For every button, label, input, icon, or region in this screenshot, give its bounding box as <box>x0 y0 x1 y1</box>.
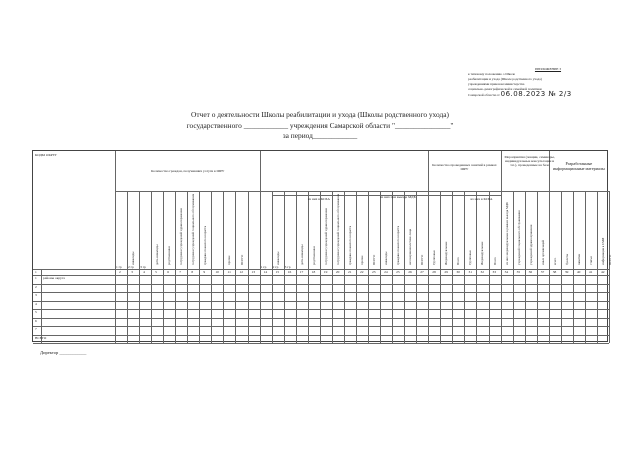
grid-line <box>33 275 609 276</box>
grid-line <box>296 191 297 343</box>
column-label: Групповые <box>468 250 473 265</box>
grid-line <box>199 191 200 343</box>
column-number: 38 <box>552 270 557 274</box>
handwritten-date: 06.08.2023 № 2/3 <box>500 90 572 98</box>
column-label: буклеты <box>564 253 569 265</box>
column-number: 34 <box>504 270 509 274</box>
column-label: родственники <box>167 246 172 265</box>
grid-line <box>416 191 417 343</box>
column-label: учреждений здравоохранения <box>528 224 533 265</box>
grid-line <box>211 191 212 343</box>
grid-line <box>320 191 321 343</box>
row-number: 6 <box>35 318 37 323</box>
column-number: 26 <box>408 270 412 274</box>
appendix-block <box>468 67 628 98</box>
column-number: 20 <box>335 270 340 274</box>
column-number: 32 <box>480 270 484 274</box>
sub-label: 3 гр <box>140 265 146 269</box>
column-number: 40 <box>576 270 581 274</box>
column-number: 9 <box>203 270 206 274</box>
column-number: 3 <box>131 270 133 274</box>
row-label-total: ВСЕГО <box>35 335 47 340</box>
group-header-mdb: из них при выезде МДБ <box>380 195 416 199</box>
column-number: 24 <box>384 270 388 274</box>
grid-line <box>248 191 249 343</box>
grid-line <box>33 284 609 285</box>
appendix-line: социально-демографической и семейной политики <box>468 87 542 91</box>
row-number: 2 <box>35 284 37 289</box>
row-number: 3 <box>35 293 37 297</box>
appendix-line: реабилитации и ухода (Школе родственного ухода) <box>468 77 542 81</box>
column-label: сотрудники учреждений социального обслуживания <box>335 193 340 265</box>
column-number: 16 <box>287 270 292 274</box>
column-label: родственники <box>311 246 316 265</box>
row-number: 1 <box>35 276 37 280</box>
column-number: 8 <box>191 270 194 274</box>
column-number: 1 <box>35 270 37 274</box>
title-line-1: Отчет о деятельности Школы реабилитации и ухода (Школы родственного ухода) <box>191 110 449 119</box>
column-header-codes: КОДЫ ОКРУГ <box>35 153 58 157</box>
column-label: сотрудники учреждений социального обслуживания <box>191 193 196 265</box>
column-number: 28 <box>432 270 436 274</box>
report-title <box>150 110 490 142</box>
sub-label: 3 гр <box>284 265 291 269</box>
column-label: всего <box>552 257 557 265</box>
grid-line <box>41 269 42 343</box>
grid-line <box>33 309 609 310</box>
grid-line <box>33 335 609 336</box>
grid-line <box>489 191 490 343</box>
column-number: 5 <box>155 270 157 274</box>
grid-line <box>151 191 152 343</box>
grid-line <box>380 191 381 343</box>
sub-label: 1 гр <box>116 265 122 269</box>
group-header-events: Мероприятия (лекции, семинары, индивидуальные консультации и т.п.), проведенные на базе <box>504 155 555 167</box>
column-label: ВСЕГО <box>372 254 377 265</box>
column-number: 19 <box>323 270 328 274</box>
grid-line <box>573 191 574 343</box>
grid-line <box>33 343 609 344</box>
column-label: Всего <box>456 257 461 265</box>
column-label: Групповые <box>432 250 437 265</box>
appendix-line: учреждениями приказом министерства <box>468 82 525 86</box>
column-label: статьи <box>588 256 593 265</box>
grid-line <box>561 191 562 343</box>
sub-label: 2 гр <box>128 265 134 269</box>
grid-line <box>428 195 500 196</box>
sub-label: 1 гр <box>260 265 267 269</box>
column-label: дети-инвалиды <box>155 244 160 265</box>
grid-line <box>501 191 502 343</box>
grid-line <box>549 191 550 343</box>
group-header-classes: Количество проведенных занятий в рамках ШРУ <box>432 163 497 171</box>
grid-line <box>368 191 369 343</box>
column-number: 7 <box>179 270 182 274</box>
group-header-main: Количество граждан, получивших услуги в ШРУ <box>151 169 225 173</box>
grid-line <box>235 191 236 343</box>
column-number: 31 <box>468 270 472 274</box>
grid-line <box>537 191 538 343</box>
column-number: 29 <box>444 270 448 274</box>
column-label: Индивидуальные <box>480 241 485 265</box>
grid-line <box>175 191 176 343</box>
grid-line <box>33 301 609 302</box>
report-table <box>32 150 613 342</box>
column-number: 4 <box>143 270 145 274</box>
column-label: информация в СМИ <box>600 237 605 265</box>
grid-line <box>501 151 502 191</box>
column-number: 13 <box>251 270 256 274</box>
column-number: 30 <box>456 270 460 274</box>
grid-line <box>332 191 333 343</box>
column-number: 41 <box>588 270 593 274</box>
grid-line <box>452 191 453 343</box>
director-signature: Директор ____________ <box>40 350 87 355</box>
column-label: инвалиды <box>384 251 389 265</box>
column-label: ВСЕГО <box>420 254 425 265</box>
column-label: Всего <box>492 257 497 265</box>
column-number: 21 <box>347 270 352 274</box>
column-label: несовершеннолетние лица <box>408 229 413 265</box>
column-label: из них индивидуальные в рамках выезда МДБ <box>504 202 509 265</box>
grid-line <box>428 191 429 343</box>
column-label: ВСЕГО <box>608 254 613 265</box>
row-number: 4 <box>35 301 37 306</box>
grid-line <box>308 191 309 343</box>
grid-line <box>33 326 609 327</box>
column-label: учреждений социального обслуживания <box>516 210 521 265</box>
column-number: 18 <box>311 270 316 274</box>
grid-line <box>392 191 393 343</box>
grid-line <box>513 191 514 343</box>
grid-line <box>525 191 526 343</box>
column-number: 12 <box>239 270 243 274</box>
column-label: прочие <box>227 255 232 265</box>
column-label: граждане пожилого возраста <box>347 225 352 265</box>
column-number: 11 <box>227 270 231 274</box>
grid-line <box>428 151 429 191</box>
column-number: 2 <box>119 270 121 274</box>
grid-line <box>585 191 586 343</box>
column-number: 22 <box>360 270 364 274</box>
title-line-2: государственного ____________ учреждения Самарской области "_______________" <box>186 120 454 130</box>
grid-line <box>440 191 441 343</box>
row-number: 5 <box>35 310 37 314</box>
column-label: дети-инвалиды <box>299 244 304 265</box>
column-label: ВСЕГО <box>239 254 244 265</box>
column-number: 14 <box>263 270 268 274</box>
column-label: Индивидуальные <box>444 241 449 265</box>
column-number: 27 <box>420 270 424 274</box>
grid-line <box>356 191 357 343</box>
group-header-ksba: из них в КСБА <box>307 197 330 201</box>
row-number: 7 <box>35 327 37 331</box>
title-line-3: за период____________ <box>282 131 358 140</box>
column-number: 37 <box>540 270 545 274</box>
grid-line <box>260 151 261 191</box>
column-number: 15 <box>275 270 280 274</box>
column-label: инвалиды <box>275 251 280 265</box>
column-label: памятки <box>576 253 581 265</box>
group-header-classes-ksba: из них в КСБА <box>470 197 493 201</box>
grid-line <box>464 191 465 343</box>
column-number: 39 <box>564 270 569 274</box>
column-number: 35 <box>516 270 521 274</box>
column-label: иных организаций <box>540 239 545 265</box>
grid-line <box>597 191 598 343</box>
column-number: 10 <box>215 270 219 274</box>
column-label: сотрудники учреждений здравоохранения <box>179 208 184 265</box>
row-label-districts: районы округа <box>43 276 65 280</box>
grid-line <box>115 191 609 192</box>
column-number: 6 <box>167 270 169 274</box>
grid-line <box>344 191 345 343</box>
column-number: 42 <box>600 270 605 274</box>
grid-line <box>223 191 224 343</box>
grid-line <box>476 191 477 343</box>
column-number: 33 <box>492 270 497 274</box>
appendix-line: к типовому положению о Школе <box>468 72 516 76</box>
column-label: сотрудники учреждений здравоохранения <box>323 208 328 265</box>
sub-label: 2 гр <box>272 265 279 269</box>
grid-line <box>163 191 164 343</box>
grid-line <box>33 292 609 293</box>
group-header-materials: Разработанные информационные материалы <box>552 161 605 171</box>
column-number: 17 <box>299 270 304 274</box>
grid-line <box>115 151 116 343</box>
column-label: граждане пожилого возраста <box>396 225 401 265</box>
grid-line <box>33 318 609 319</box>
grid-line <box>404 191 405 343</box>
grid-line <box>187 191 188 343</box>
column-label: инвалиды <box>131 251 136 265</box>
column-number: 23 <box>372 270 376 274</box>
appendix-last-line: Самарской области от 06.08.2023 № 2/3 <box>468 90 572 98</box>
column-label: граждане пожилого возраста <box>203 225 208 265</box>
appendix-title: ПРИЛОЖЕНИЕ 3 <box>534 67 562 71</box>
column-label: прочие <box>360 255 364 265</box>
column-number: 25 <box>396 270 400 274</box>
column-number: 36 <box>528 270 533 274</box>
